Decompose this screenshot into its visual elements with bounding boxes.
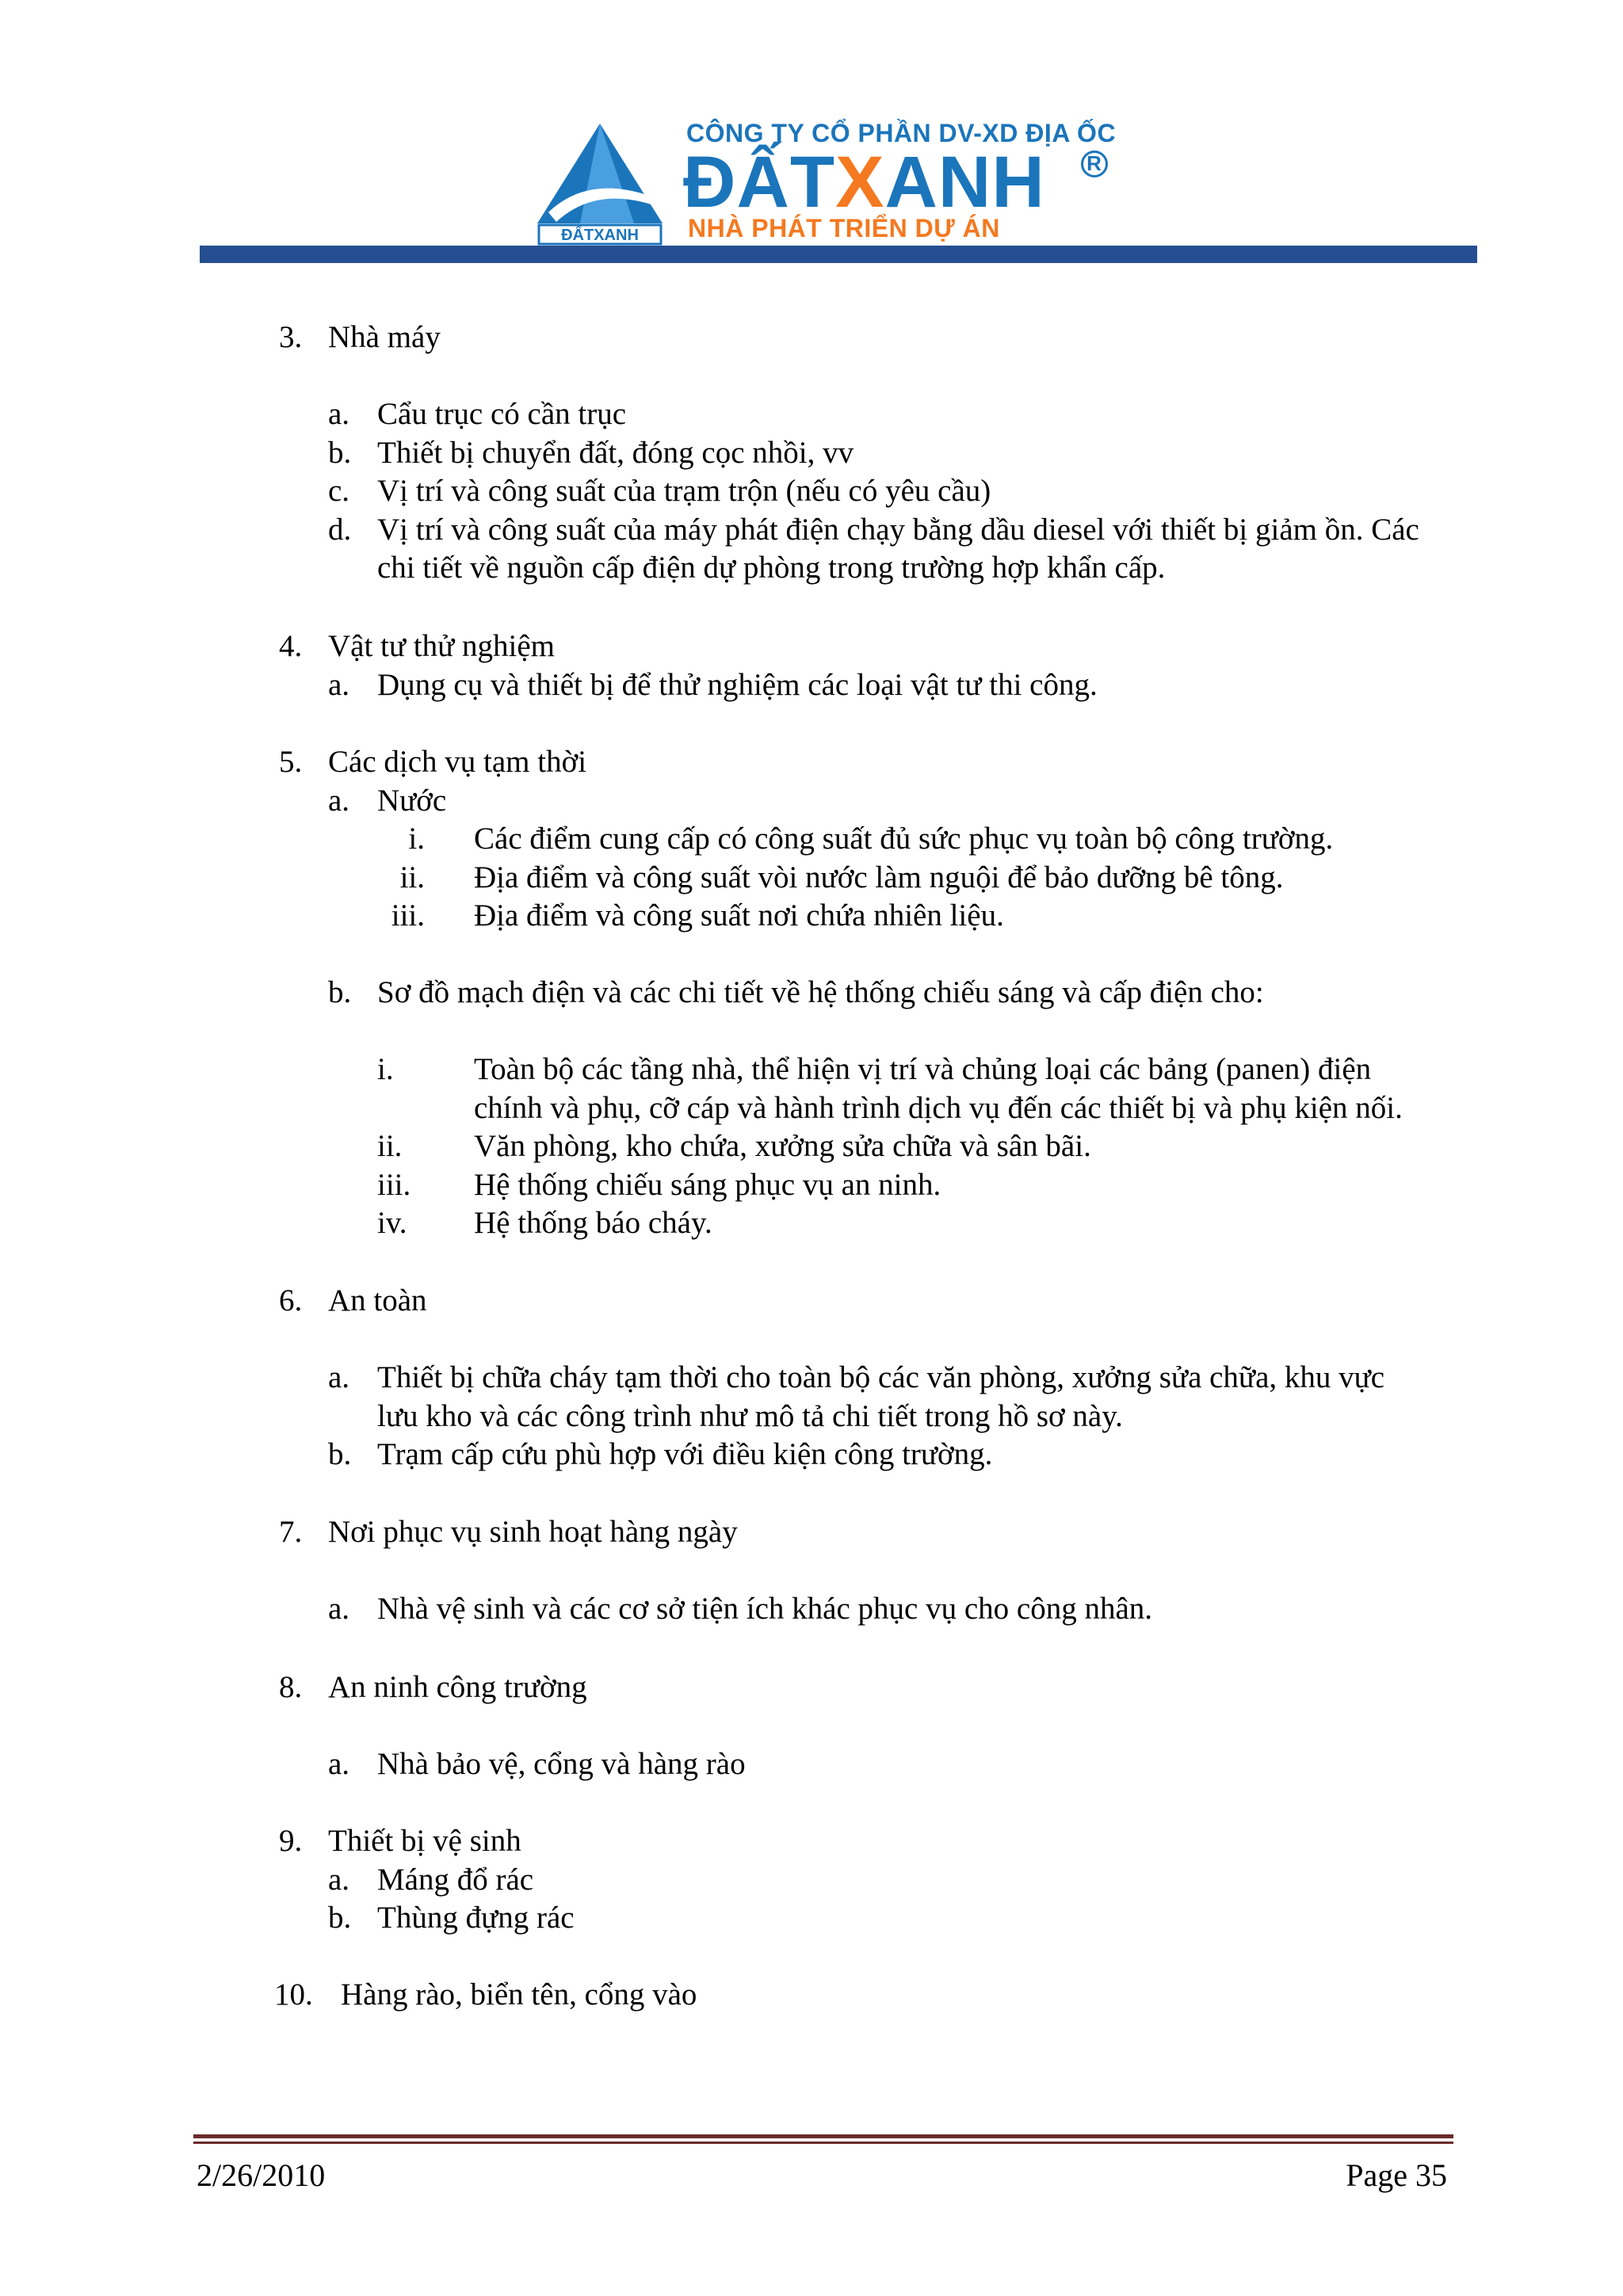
subitem-label: i. (377, 1052, 394, 1086)
item-text: Thùng đựng rác (377, 1901, 575, 1935)
item-label: a. (328, 783, 350, 818)
logo-text: ĐẤTXANH (561, 227, 639, 244)
subitem-text: Hệ thống chiếu sáng phục vụ an ninh. (474, 1167, 941, 1202)
subitem-label: ii. (399, 860, 425, 894)
item-label: b. (328, 1437, 352, 1471)
subitem-label: iv. (377, 1206, 407, 1240)
header-divider (200, 246, 1477, 263)
item-text: Cẩu trục có cần trục (377, 397, 627, 431)
item-label: a. (328, 667, 350, 702)
section-number: 9. (279, 1824, 303, 1858)
brand-tagline: NHÀ PHÁT TRIỂN DỰ ÁN (688, 214, 1000, 242)
item-text: Trạm cấp cứu phù hợp với điều kiện công trường. (377, 1437, 993, 1471)
subitem-text: Văn phòng, kho chứa, xưởng sửa chữa và sân bãi. (474, 1129, 1091, 1163)
item-text: Vị trí và công suất của trạm trộn (nếu có yêu cầu) (377, 474, 991, 508)
item-text: lưu kho và các công trình như mô tả chi tiết trong hồ sơ này. (377, 1398, 1123, 1433)
item-text: Thiết bị chuyển đất, đóng cọc nhồi, vv (377, 435, 854, 470)
subitem-label: iii. (377, 1167, 411, 1202)
item-text: Thiết bị chữa cháy tạm thời cho toàn bộ các văn phòng, xưởng sửa chữa, khu vực (377, 1360, 1385, 1394)
item-text: Nhà vệ sinh và các cơ sở tiện ích khác phục vụ cho công nhân. (377, 1592, 1153, 1626)
item-text: Vị trí và công suất của máy phát điện chạy bằng dầu diesel với thiết bị giảm ồn. Các (377, 512, 1419, 547)
brand-name (683, 142, 1102, 223)
subitem-label: iii. (391, 898, 425, 933)
brand-part1: ĐẤT (683, 142, 836, 223)
item-label: d. (328, 512, 352, 547)
section-title: Thiết bị vệ sinh (328, 1824, 521, 1858)
subitem-text: Địa điểm và công suất nơi chứa nhiên liệu. (474, 898, 1004, 933)
datxanh-logo-icon (533, 119, 667, 246)
item-text: Máng đổ rác (377, 1862, 534, 1897)
footer-divider (193, 2134, 1453, 2138)
item-label: a. (328, 1862, 350, 1897)
section-title: An toàn (328, 1283, 427, 1318)
item-label: a. (328, 397, 350, 431)
subitem-label: i. (408, 822, 425, 856)
item-label: a. (328, 1592, 350, 1626)
item-label: b. (328, 1901, 352, 1935)
page-number: Page 35 (1346, 2157, 1447, 2193)
company-name: CÔNG TY CỔ PHẦN DV-XD ĐỊA ỐC (686, 119, 1117, 147)
section-number: 4. (279, 629, 303, 663)
section-number: 6. (279, 1283, 303, 1318)
item-text: Nhà bảo vệ, cổng và hàng rào (377, 1747, 746, 1781)
item-label: b. (328, 435, 352, 470)
registered-mark: R (1081, 151, 1108, 177)
item-text: chi tiết về nguồn cấp điện dự phòng trong trường hợp khẩn cấp. (377, 551, 1166, 585)
subitem-text: chính và phụ, cỡ cáp và hành trình dịch vụ đến các thiết bị và phụ kiện nối. (474, 1090, 1403, 1125)
section-number: 5. (279, 745, 303, 779)
item-text: Sơ đồ mạch điện và các chi tiết về hệ thống chiếu sáng và cấp điện cho: (377, 975, 1264, 1009)
section-number: 3. (279, 320, 303, 354)
section-title: Hàng rào, biển tên, cổng vào (341, 1978, 697, 2012)
brand-part2: X (835, 142, 885, 223)
item-text: Nước (377, 783, 447, 818)
section-number: 10. (274, 1978, 313, 2012)
page-header (0, 0, 1623, 269)
footer-date: 2/26/2010 (197, 2157, 326, 2193)
section-number: 8. (279, 1670, 303, 1704)
subitem-text: Hệ thống báo cháy. (474, 1206, 712, 1240)
item-label: a. (328, 1747, 350, 1781)
section-title: Các dịch vụ tạm thời (328, 745, 587, 779)
subitem-text: Toàn bộ các tầng nhà, thể hiện vị trí và chủng loại các bảng (panen) điện (474, 1052, 1372, 1086)
subitem-text: Địa điểm và công suất vòi nước làm nguội để bảo dưỡng bê tông. (474, 860, 1284, 894)
brand-part3: ANH (884, 142, 1045, 223)
section-title: Vật tư thử nghiệm (328, 629, 555, 663)
footer-divider-thin (193, 2142, 1453, 2144)
item-label: b. (328, 975, 352, 1009)
item-label: c. (328, 474, 350, 508)
section-title: Nơi phục vụ sinh hoạt hàng ngày (328, 1515, 738, 1549)
subitem-text: Các điểm cung cấp có công suất đủ sức phục vụ toàn bộ công trường. (474, 822, 1334, 856)
section-title: An ninh công trường (328, 1670, 587, 1704)
item-text: Dụng cụ và thiết bị để thử nghiệm các loại vật tư thi công. (377, 667, 1098, 702)
item-label: a. (328, 1360, 350, 1394)
subitem-label: ii. (377, 1129, 403, 1163)
section-title: Nhà máy (328, 320, 441, 354)
section-number: 7. (279, 1515, 303, 1549)
